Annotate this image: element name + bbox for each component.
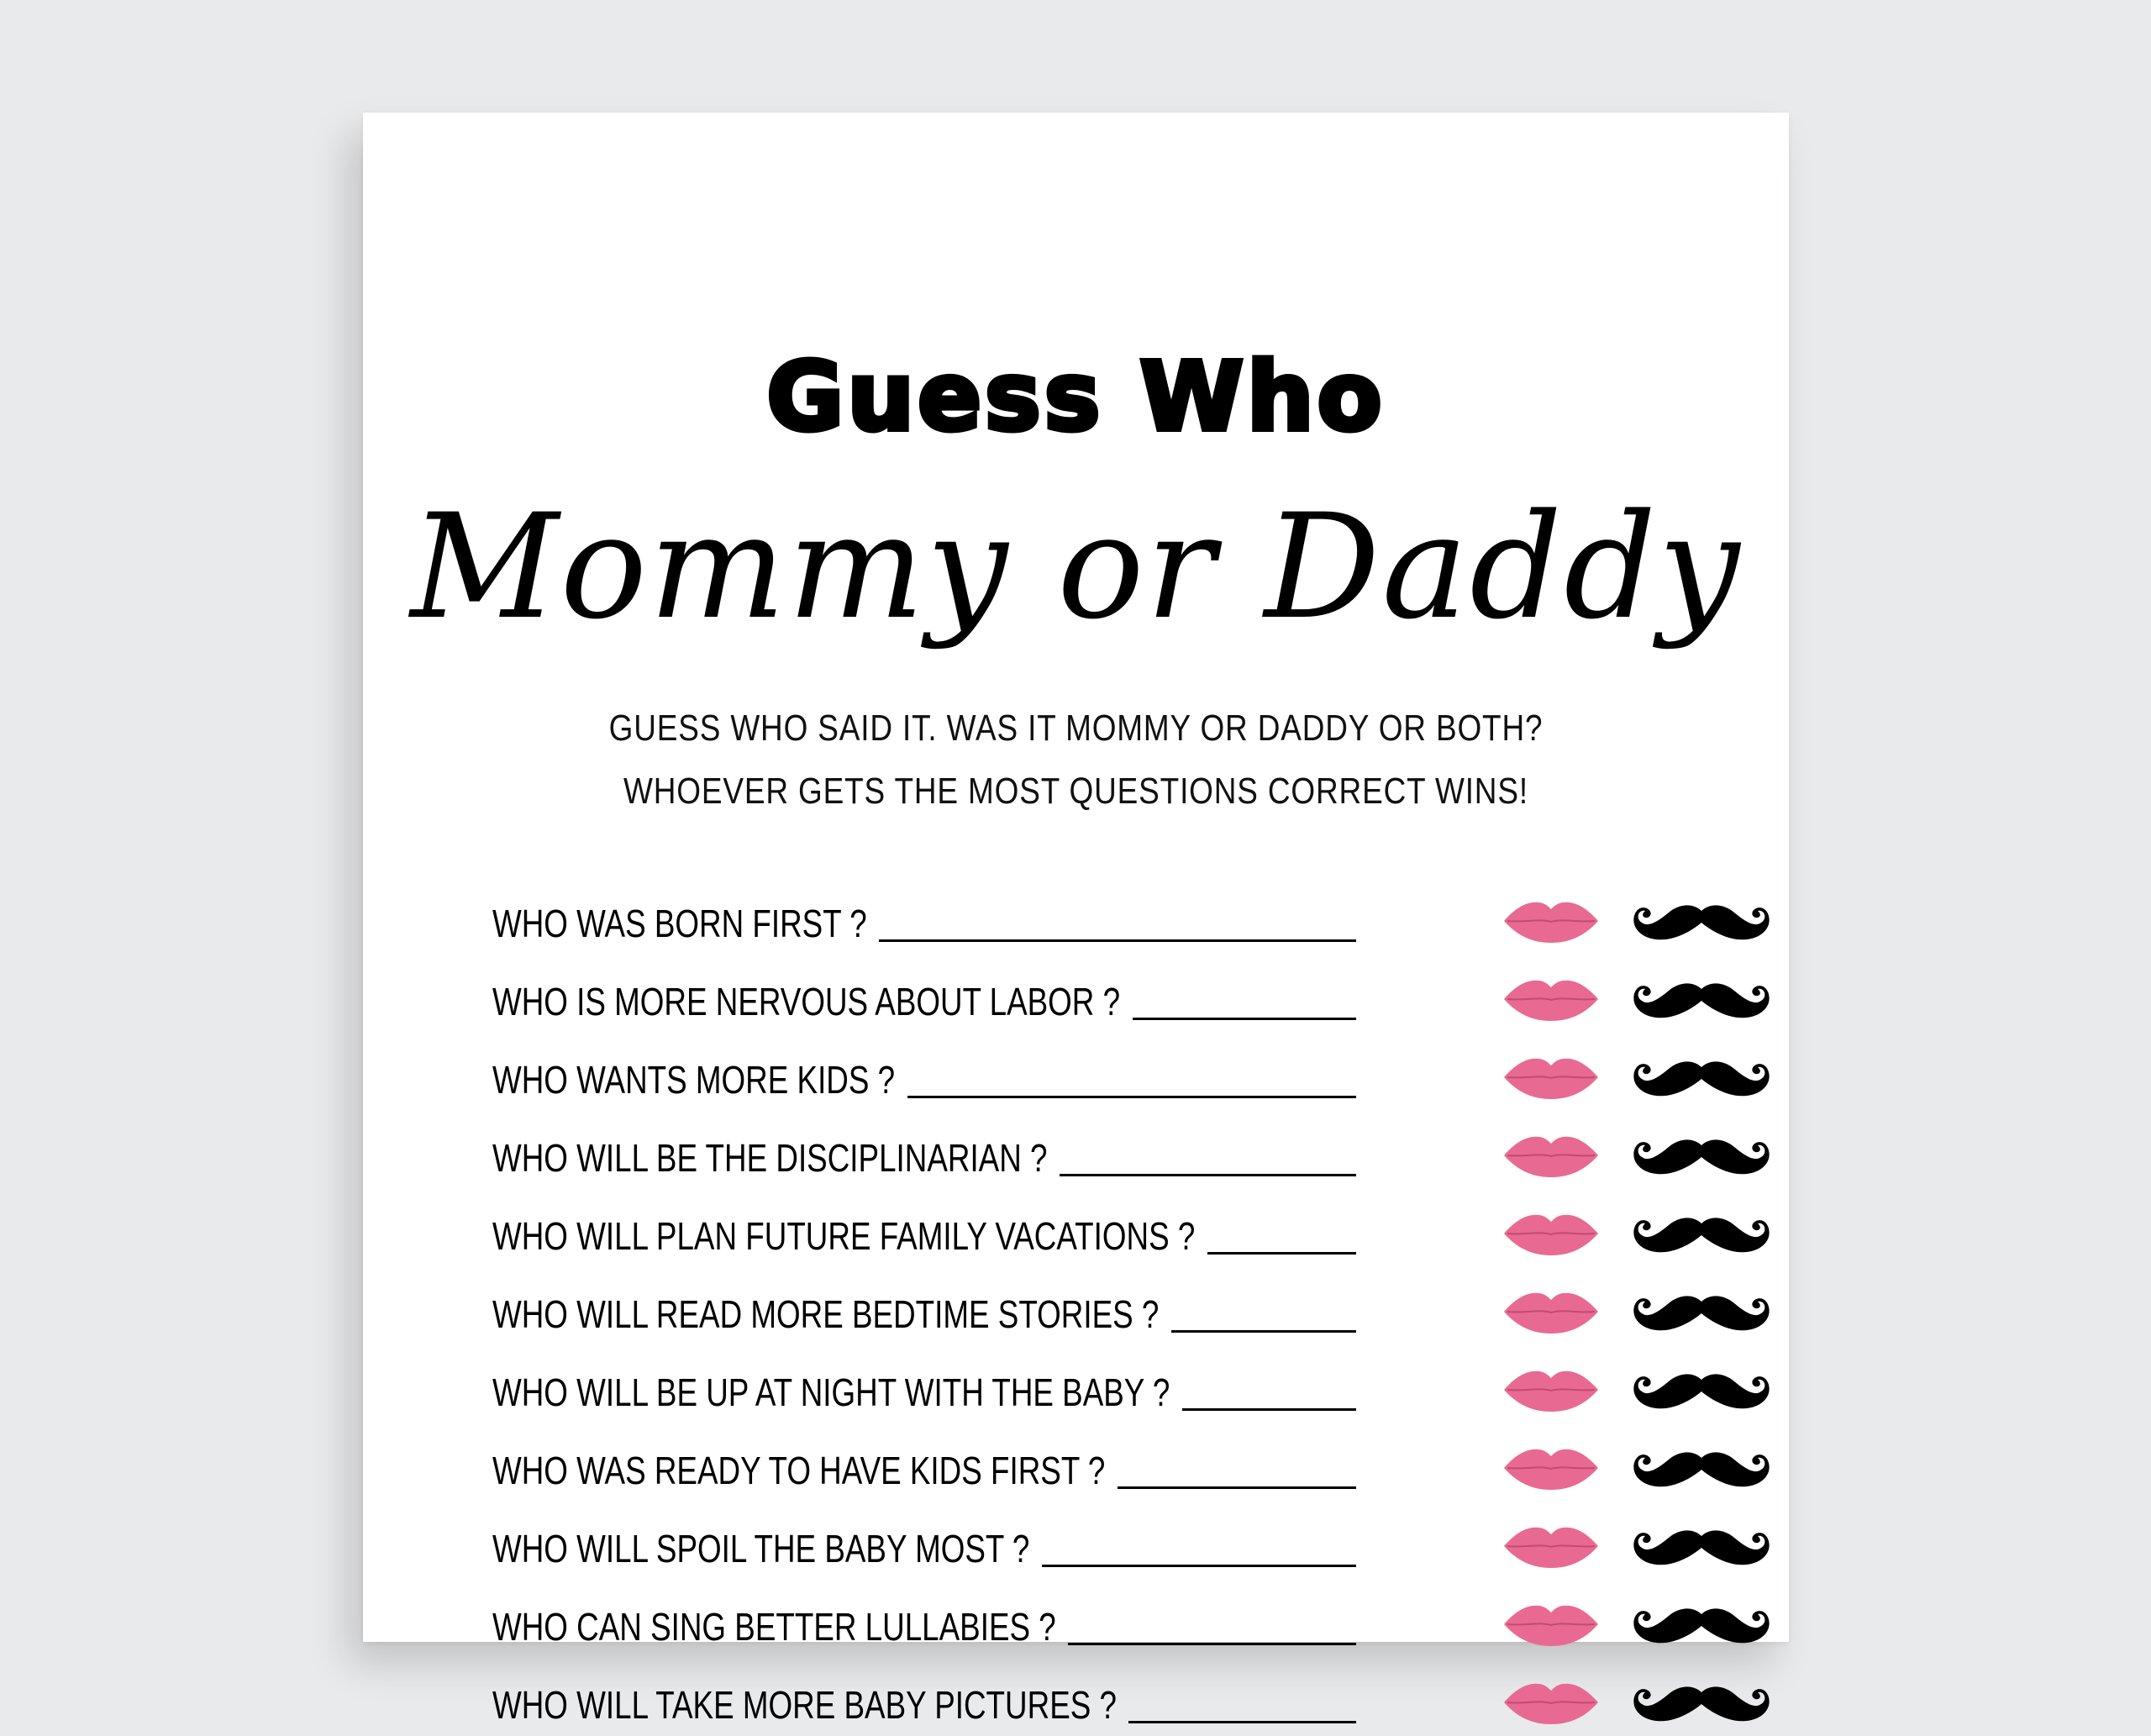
mustache-icon: [1630, 1208, 1773, 1259]
question-row: [492, 1050, 1753, 1111]
answer-line[interactable]: [1171, 1330, 1356, 1333]
lips-icon: [1501, 1677, 1601, 1728]
lips-icon: [1501, 1208, 1601, 1259]
question-text: WHO IS MORE NERVOUS ABOUT LABOR ?: [492, 980, 1121, 1023]
mustache-icon: [1630, 1286, 1773, 1337]
lips-icon: [1501, 1052, 1601, 1102]
question-row: [492, 1676, 1753, 1736]
question-row: [492, 1207, 1753, 1267]
question-row: [492, 972, 1753, 1033]
mustache-icon: [1630, 974, 1773, 1024]
mustache-icon: [1630, 1365, 1773, 1415]
title-guess-who: Guess Who: [766, 343, 1386, 452]
answer-line[interactable]: [1128, 1721, 1356, 1723]
mustache-icon: [1630, 1599, 1773, 1649]
instruction-line-2: WHOEVER GETS THE MOST QUESTIONS CORRECT WINS!: [623, 771, 1528, 812]
question-row: [492, 894, 1753, 955]
lips-icon: [1501, 1130, 1601, 1181]
answer-line[interactable]: [1182, 1408, 1356, 1411]
printable-sheet: [363, 113, 1789, 1727]
mustache-icon: [1630, 1443, 1773, 1493]
lips-icon: [1501, 1443, 1601, 1493]
answer-line[interactable]: [1060, 1174, 1356, 1176]
question-row: [492, 1597, 1753, 1658]
instruction-line-1: GUESS WHO SAID IT. WAS IT MOMMY OR DADDY OR BOTH?: [608, 708, 1544, 749]
mustache-icon: [1630, 1052, 1773, 1102]
lips-icon: [1501, 974, 1601, 1024]
question-text: WHO WANTS MORE KIDS ?: [492, 1058, 896, 1102]
question-text: WHO WILL PLAN FUTURE FAMILY VACATIONS ?: [492, 1214, 1196, 1258]
mustache-icon: [1630, 1677, 1773, 1728]
question-text: WHO WAS BORN FIRST ?: [492, 902, 867, 945]
answer-line[interactable]: [1118, 1486, 1356, 1489]
title-mommy-or-daddy: Mommy or Daddy: [410, 482, 1742, 651]
question-text: WHO WILL TAKE MORE BABY PICTURES ?: [492, 1683, 1117, 1727]
question-text: WHO WAS READY TO HAVE KIDS FIRST ?: [492, 1449, 1106, 1492]
question-text: WHO WILL READ MORE BEDTIME STORIES ?: [492, 1292, 1160, 1336]
question-text: WHO WILL BE UP AT NIGHT WITH THE BABY ?: [492, 1370, 1170, 1414]
answer-line[interactable]: [879, 939, 1356, 942]
lips-icon: [1501, 1286, 1601, 1337]
question-row: [492, 1441, 1753, 1502]
lips-icon: [1501, 1521, 1601, 1571]
mustache-icon: [1630, 1130, 1773, 1181]
lips-icon: [1501, 896, 1601, 946]
question-text: WHO WILL BE THE DISCIPLINARIAN ?: [492, 1136, 1048, 1180]
question-row: [492, 1519, 1753, 1580]
answer-line[interactable]: [1207, 1252, 1356, 1255]
mustache-icon: [1630, 896, 1773, 946]
question-text: WHO WILL SPOIL THE BABY MOST ?: [492, 1527, 1030, 1570]
question-row: [492, 1363, 1753, 1423]
answer-line[interactable]: [907, 1096, 1356, 1098]
lips-icon: [1501, 1599, 1601, 1649]
question-row: [492, 1128, 1753, 1189]
answer-line[interactable]: [1133, 1018, 1356, 1020]
lips-icon: [1501, 1365, 1601, 1415]
mustache-icon: [1630, 1521, 1773, 1571]
question-text: WHO CAN SING BETTER LULLABIES ?: [492, 1605, 1056, 1649]
question-row: [492, 1285, 1753, 1345]
answer-line[interactable]: [1068, 1643, 1356, 1645]
answer-line[interactable]: [1042, 1565, 1356, 1567]
